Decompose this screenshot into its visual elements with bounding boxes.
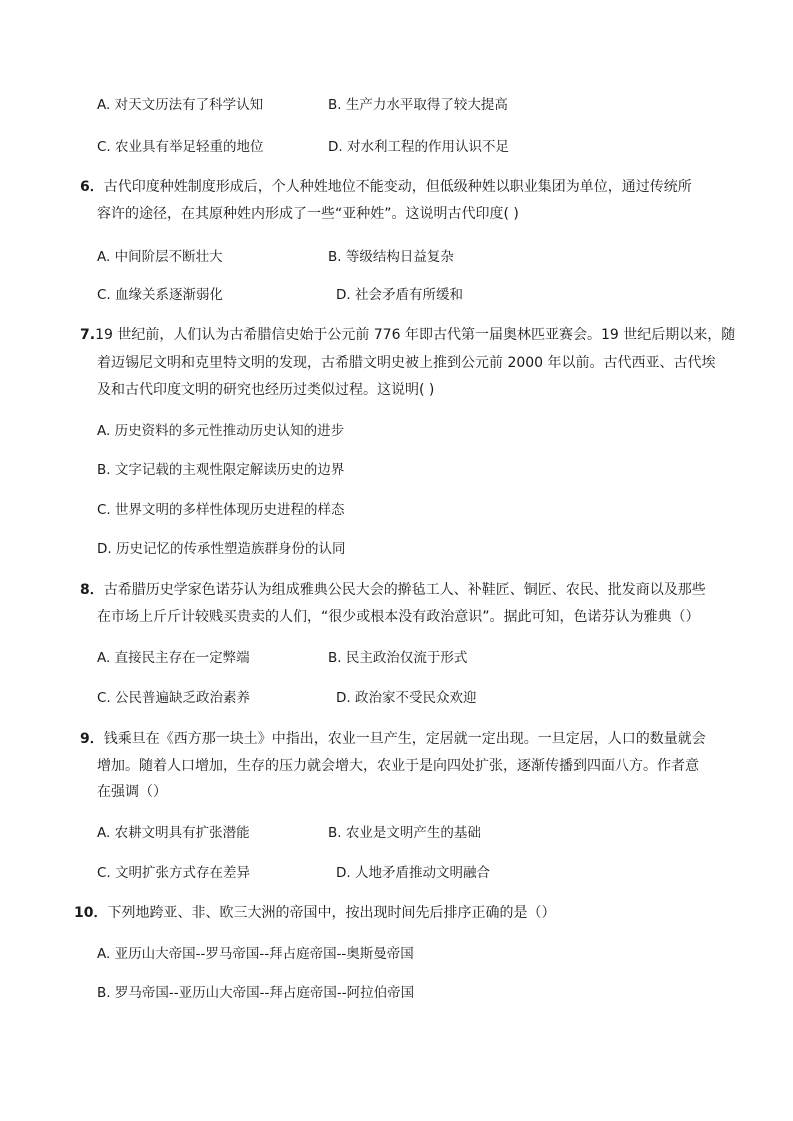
q8-number: 8．: [80, 582, 104, 598]
q6-stem-line-2: 容许的途径，在其原种姓内形成了一些“亚种姓”。这说明古代印度( ): [97, 206, 519, 222]
q7-option-a: A. 历史资料的多元性推动历史认知的进步: [97, 423, 345, 439]
q10-number: 10．: [74, 905, 108, 921]
q6-option-c: C. 血缘关系逐渐弱化: [97, 287, 224, 303]
q9-option-d: D. 人地矛盾推动文明融合: [336, 865, 490, 881]
q9-option-b: B. 农业是文明产生的基础: [328, 825, 481, 841]
q10-stem-line-1: 下列地跨亚、非、欧三大洲的帝国中，按出现时间先后排序正确的是（）: [107, 905, 556, 921]
q9-stem: [80, 729, 706, 749]
q9-option-a: A. 农耕文明具有扩张潜能: [97, 825, 250, 841]
q5-option-a: A. 对天文历法有了科学认知: [97, 97, 264, 113]
q8-stem-line-2: 在市场上斤斤计较贱买贵卖的人们，“很少或根本没有政治意识”。据此可知，色诺芬认为雅典（）: [97, 609, 700, 625]
q7-option-c: C. 世界文明的多样性体现历史进程的样态: [97, 502, 345, 518]
q6-option-d: D. 社会矛盾有所缓和: [336, 287, 463, 303]
q9-stem-line-3: 在强调（）: [97, 784, 167, 800]
q9-option-c: C. 文明扩张方式存在差异: [97, 865, 251, 881]
q8-stem-line-1: 古希腊历史学家色诺芬认为组成雅典公民大会的擀毡工人、补鞋匠、铜匠、农民、批发商以及那些: [103, 582, 706, 598]
q6-option-b: B. 等级结构日益复杂: [328, 249, 454, 265]
q7-stem-line-1: 19 世纪前，人们认为古希腊信史始于公元前 776 年即古代第一届奥林匹亚赛会。19 世纪后期以来，随: [95, 327, 736, 343]
q5-option-d: D. 对水利工程的作用认识不足: [328, 139, 509, 155]
q5-option-b: B. 生产力水平取得了较大提高: [328, 97, 508, 113]
q10-option-b: B. 罗马帝国--亚历山大帝国--拜占庭帝国--阿拉伯帝国: [97, 985, 415, 1001]
q6-stem: [80, 177, 692, 197]
q8-option-c: C. 公民普遍缺乏政治素养: [97, 690, 251, 706]
q7-number: 7.: [80, 327, 96, 343]
q10-option-a: A. 亚历山大帝国--罗马帝国--拜占庭帝国--奥斯曼帝国: [97, 946, 414, 962]
q7-stem: [80, 325, 735, 345]
q6-number: 6．: [80, 179, 104, 195]
q9-stem-line-2: 增加。随着人口增加，生存的压力就会增大，农业于是向四处扩张，逐渐传播到四面八方。作者意: [97, 758, 699, 774]
q9-number: 9．: [80, 731, 104, 747]
q6-option-a: A. 中间阶层不断壮大: [97, 249, 223, 265]
q7-option-b: B. 文字记载的主观性限定解读历史的边界: [97, 462, 345, 478]
q10-stem: [74, 903, 555, 923]
q9-stem-line-1: 钱乘旦在《西方那一块土》中指出，农业一旦产生，定居就一定出现。一旦定居，人口的数量就会: [103, 731, 706, 747]
q7-option-d: D. 历史记忆的传承性塑造族群身份的认同: [97, 541, 346, 557]
q8-option-b: B. 民主政治仅流于形式: [328, 650, 468, 666]
q7-stem-line-2: 着迈锡尼文明和克里特文明的发现，古希腊文明史被上推到公元前 2000 年以前。古代西亚、古代埃: [97, 355, 716, 371]
q5-option-c: C. 农业具有举足轻重的地位: [97, 139, 264, 155]
q8-option-d: D. 政治家不受民众欢迎: [336, 690, 477, 706]
q7-stem-line-3: 及和古代印度文明的研究也经历过类似过程。这说明( ): [97, 382, 435, 398]
q8-option-a: A. 直接民主存在一定弊端: [97, 650, 250, 666]
q6-stem-line-1: 古代印度种姓制度形成后，个人种姓地位不能变动，但低级种姓以职业集团为单位，通过传统所: [103, 179, 692, 195]
q8-stem: [80, 580, 706, 600]
